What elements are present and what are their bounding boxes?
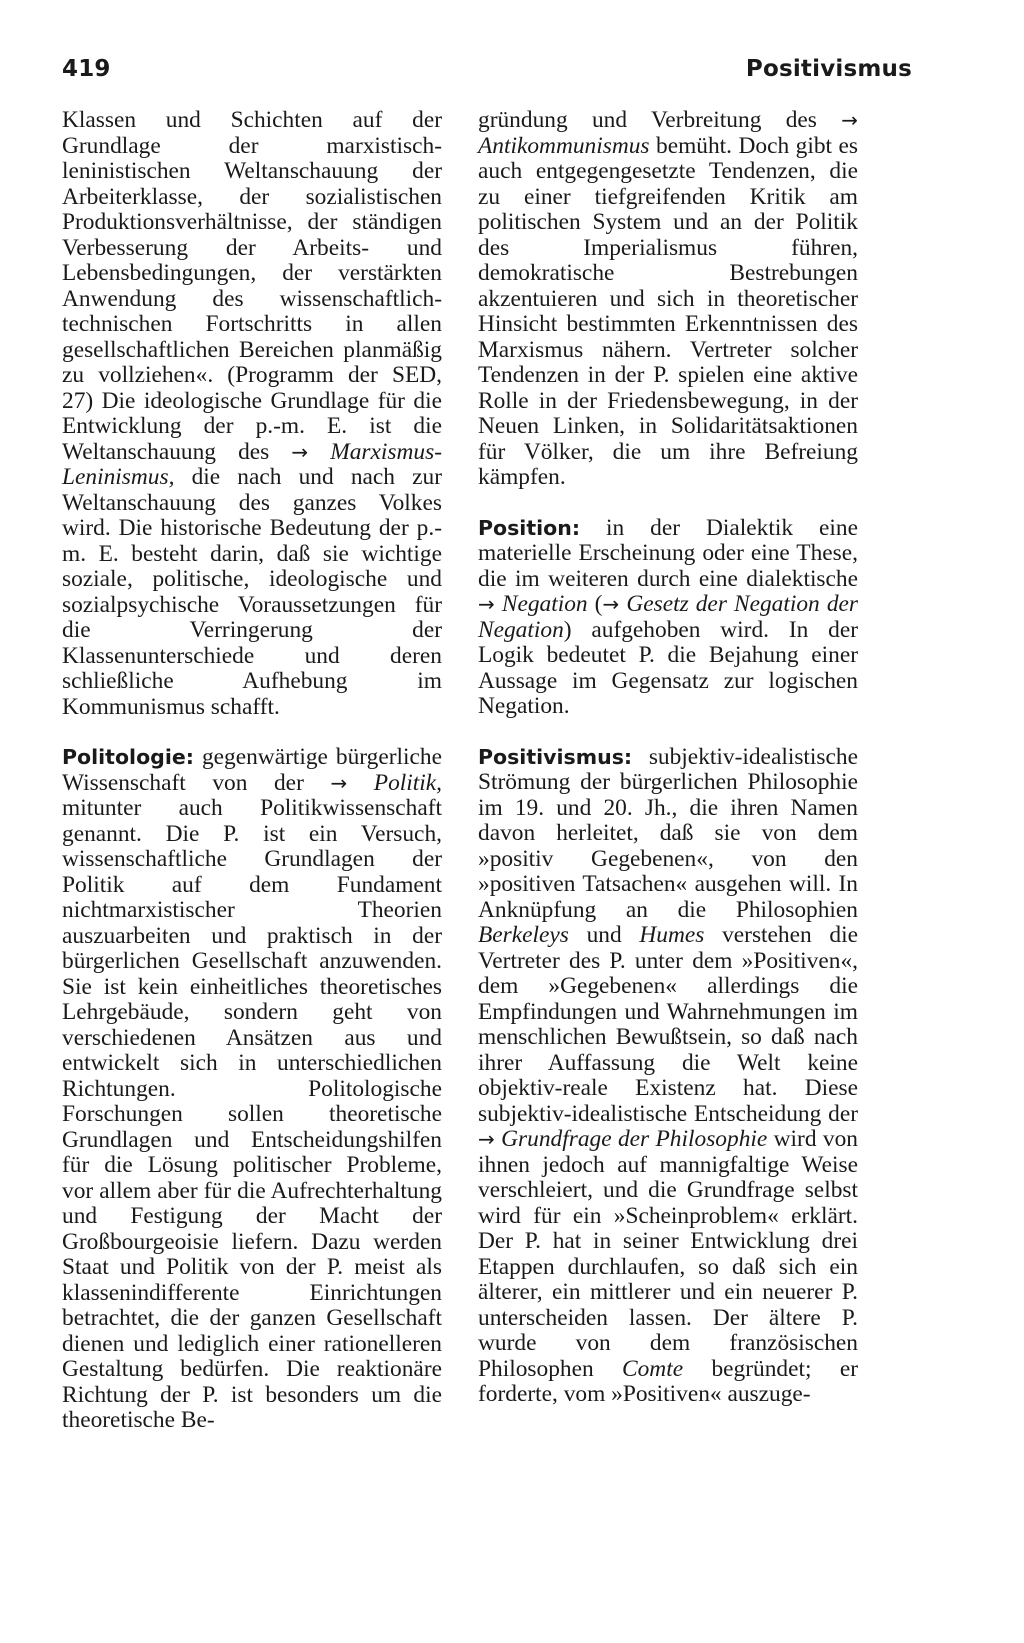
cross-reference-arrow-icon: → bbox=[478, 592, 495, 616]
entry-lemma: Politologie: bbox=[62, 745, 194, 769]
person-reference: Berkeleys bbox=[478, 922, 569, 948]
cross-reference-arrow-icon: → bbox=[841, 108, 858, 132]
entry-text: gründung und Verbreitung des bbox=[478, 107, 842, 133]
cross-reference-arrow-icon: → bbox=[291, 439, 309, 464]
entry-text: gegenwärtige bürgerliche Wissenschaft von der bbox=[62, 744, 442, 796]
cross-reference: Negation bbox=[501, 591, 588, 617]
page-number: 419 bbox=[62, 56, 111, 82]
right-column bbox=[478, 108, 858, 1408]
entry-positivismus bbox=[478, 745, 858, 1408]
cross-reference-arrow-icon: → bbox=[602, 592, 620, 616]
cross-reference: Marxismus-Leninismus, bbox=[62, 438, 442, 490]
entry-text: subjektiv-idealistische Strömung der bürgerlichen Philosophie im 19. und 20. Jh., die ihren Namen davon herleitet, daß sie von dem »positiv Gegebenen«, von den »positiven Tatsachen« ausgehen will. In Anknüpfung an die Philosophien bbox=[478, 743, 858, 923]
cross-reference-arrow-icon: → bbox=[330, 770, 348, 795]
cross-reference: Politik, bbox=[373, 769, 442, 796]
cross-reference: Antikommunismus bbox=[478, 132, 650, 159]
entry-text: verstehen die Vertreter des P. unter dem »Positiven«, dem »Gegebenen« allerdings die Empfindungen und Wahrnehmungen im menschlichen Bewußtsein, so daß nach ihrer Auffassung die Welt keine objektiv-reale Existenz hat. Diese subjektiv-idealistische Entscheidung der bbox=[478, 922, 858, 1127]
person-reference: Humes bbox=[639, 922, 705, 948]
entry-text: ( bbox=[587, 591, 603, 617]
cross-reference: Gesetz der Negation der Negation bbox=[478, 591, 858, 643]
entry-position bbox=[478, 516, 858, 720]
person-reference: Comte bbox=[622, 1355, 684, 1382]
entry-text: begründet; er forderte, vom »Positiven« auszuge- bbox=[478, 1355, 858, 1407]
cross-reference-arrow-icon: → bbox=[478, 1127, 495, 1151]
entry-politologie bbox=[62, 745, 442, 1434]
page-header bbox=[62, 56, 912, 90]
left-column bbox=[62, 108, 442, 1434]
entry-lemma: Position: bbox=[478, 515, 581, 540]
entry-continuation bbox=[478, 108, 858, 491]
entry-text: in der Dialektik eine materielle Erscheinung oder eine These, die im weiteren durch eine dialektische bbox=[478, 514, 858, 592]
running-title: Positivismus bbox=[745, 56, 912, 82]
entry-text: wird von ihnen jedoch auf mannigfaltige Weise verschleiert, und die Grundfrage selbst wird für ein »Scheinproblem« erklärt. Der P. hat in seiner Entwicklung drei Etappen durchlaufen, so daß sich ein älterer, ein mittlerer und ein neuerer P. unterscheiden lassen. Der ältere P. wurde von dem französischen Philosophen bbox=[478, 1126, 858, 1382]
entry-text: mitunter auch Politikwissenschaft genannt. Die P. ist ein Versuch, wissenschaftliche Grundlagen der Politik auf dem Fundament nichtmarxistischer Theorien auszuarbeiten und praktisch in der bürgerlichen Gesellschaft anzuwenden. Sie ist kein einheitliches theoretisches Lehrgebäude, sondern geht von verschiedenen Ansätzen aus und entwickelt sich in unterschiedlichen Richtungen. Politologische Forschungen sollen theoretische Grundlagen und Entscheidungshilfen für die Lösung politischer Probleme, vor allem aber für die Aufrechterhaltung und Festigung der Macht der Großbourgeoisie liefern. Dazu werden Staat und Politik von der P. meist als klassenindifferente Einrichtungen betrachtet, die der ganzen Gesellschaft dienen und lediglich einer rationelleren Gestaltung bedürfen. Die reaktionäre Richtung der P. ist besonders um die theoretische Be- bbox=[62, 795, 442, 1433]
entry-continuation bbox=[62, 108, 442, 720]
entry-lemma: Positivismus: bbox=[478, 744, 633, 769]
entry-text: Klassen und Schichten auf der Grundlage der marxistisch-leninistischen Weltanschauung der Arbeiterklasse, der sozialistischen Produktionsverhältnisse, der ständigen Verbesserung der Arbeits- und Lebensbedingungen, der verstärkten Anwendung des wissenschaftlich-technischen Fortschritts in allen gesellschaftlichen Bereichen planmäßig zu vollziehen«. (Programm der SED, 27) Die ideologische Grundlage für die Entwicklung der p.-m. E. ist die Weltanschauung des bbox=[62, 107, 442, 465]
entry-text: ) aufgehoben wird. In der Logik bedeutet P. die Bejahung einer Aussage im Gegensatz zur logischen Negation. bbox=[478, 616, 858, 719]
entry-text: und bbox=[568, 922, 640, 948]
entry-text: die nach und nach zur Weltanschauung des ganzes Volkes wird. Die historische Bedeutung der p.-m. E. besteht darin, daß sie wichtige soziale, politische, ideologische und sozialpsychische Voraussetzungen für die Verringerung der Klassenunterschiede und deren schließliche Aufhebung im Kommunismus schafft. bbox=[62, 464, 442, 720]
entry-text: bemüht. Doch gibt es auch entgegengesetzte Tendenzen, die zu einer tiefgreifenden Kritik am politischen System und an der Politik des Imperialismus führen, demokratische Bestrebungen akzentuieren und sich in theoretischer Hinsicht bestimmten Erkenntnissen des Marxismus nähern. Vertreter solcher Tendenzen in der P. spielen eine aktive Rolle in der Friedensbewegung, in der Neuen Linken, in Solidaritätsaktionen für Völker, die um ihre Befreiung kämpfen. bbox=[478, 132, 858, 490]
cross-reference: Grundfrage der Philosophie bbox=[501, 1126, 768, 1152]
